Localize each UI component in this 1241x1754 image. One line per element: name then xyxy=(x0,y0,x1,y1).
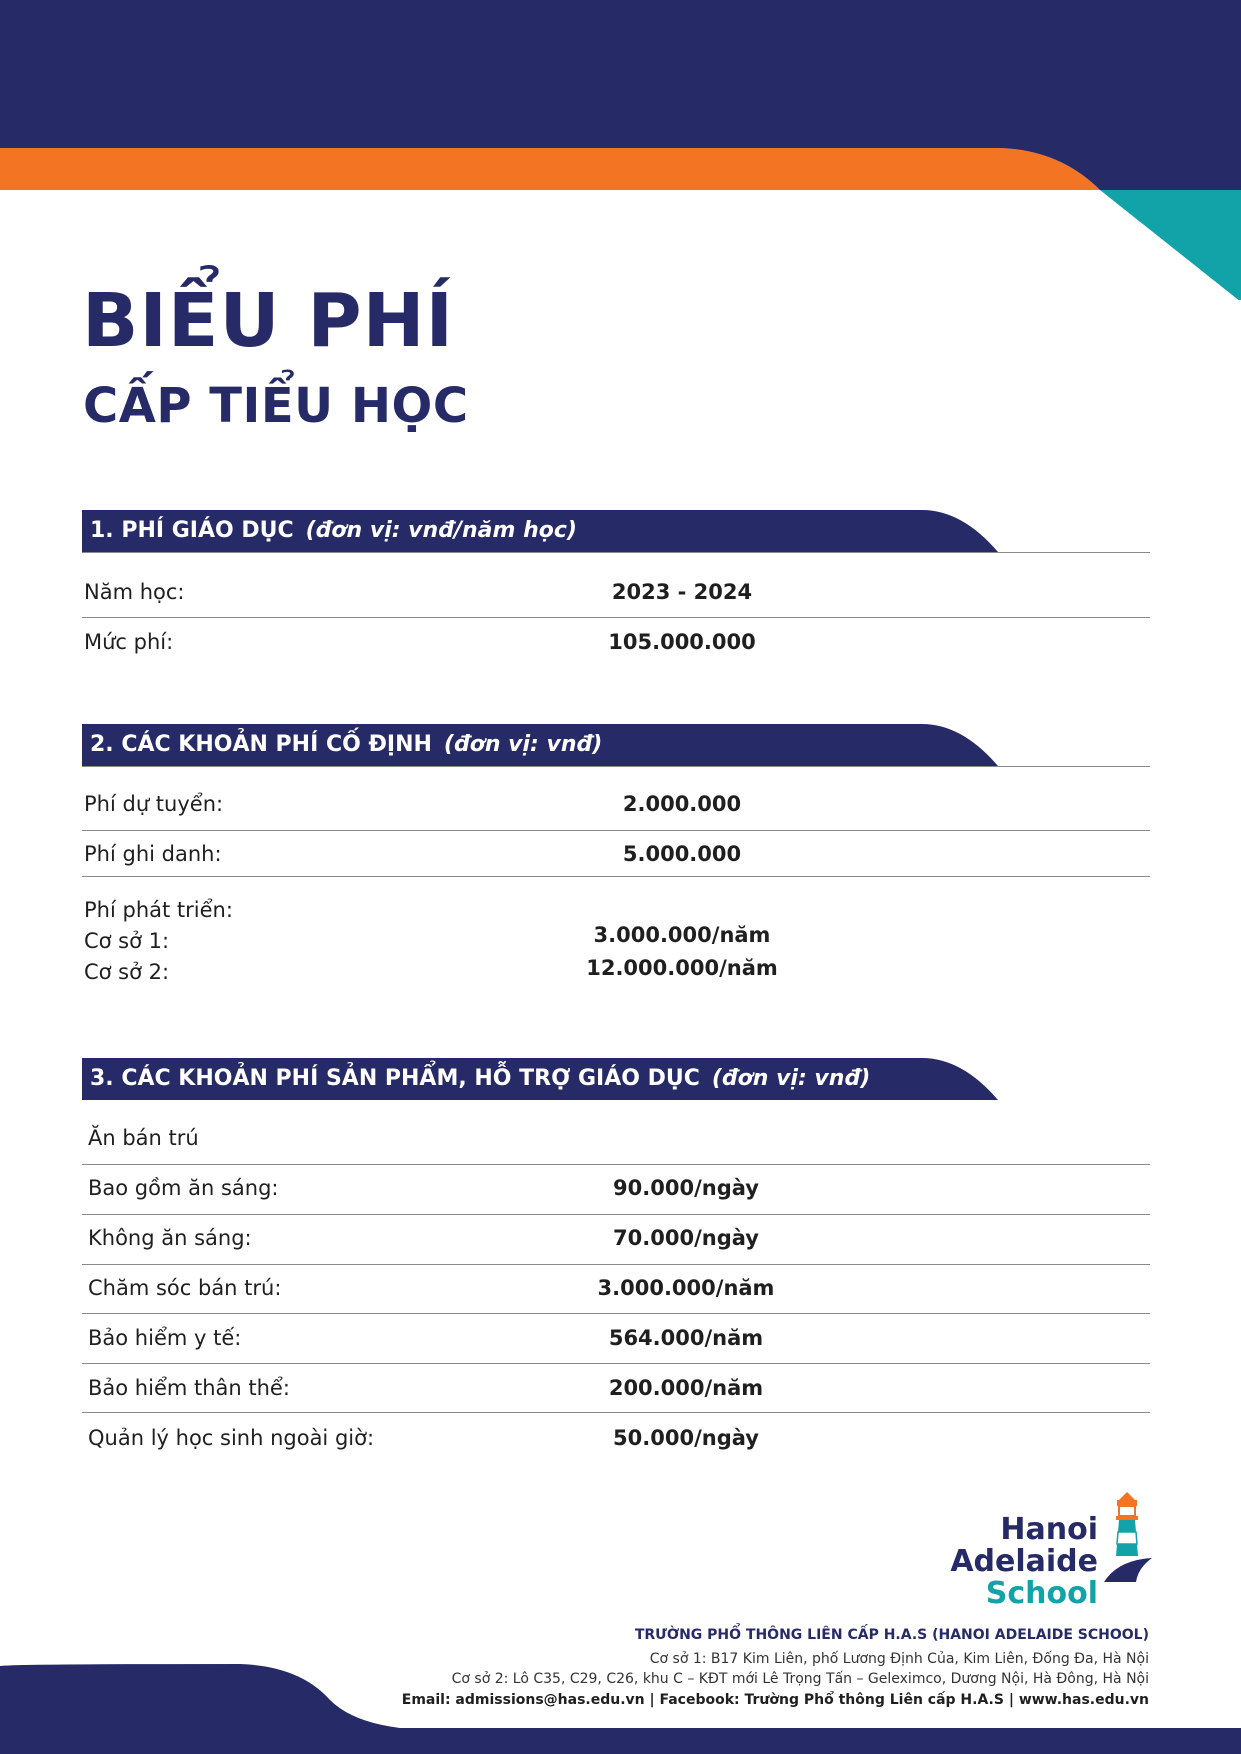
section2-heading: 2. CÁC KHOẢN PHÍ CỐ ĐỊNH xyxy=(90,732,432,757)
header-decoration xyxy=(0,0,1241,300)
table-row xyxy=(86,1113,1154,1163)
section3-unit: (đơn vị: vnđ) xyxy=(711,1066,871,1091)
table-row xyxy=(82,779,1150,829)
campus2-value: 12.000.000/năm xyxy=(586,956,778,980)
campus1-value: 3.000.000/năm xyxy=(593,923,771,947)
lighthouse-icon xyxy=(1100,1490,1155,1586)
table-row xyxy=(86,1413,1154,1463)
group-label: Ăn bán trú xyxy=(88,1126,199,1150)
row-label: Năm học: xyxy=(84,580,185,604)
row-value: 200.000/năm xyxy=(608,1376,764,1400)
row-label: Phí ghi danh: xyxy=(84,842,222,866)
divider xyxy=(82,766,1150,767)
header-orange-stripe xyxy=(0,148,1100,190)
section3-title xyxy=(90,1058,870,1100)
footer-contact: Email: admissions@has.edu.vn | Facebook: Trường Phổ thông Liên cấp H.A.S | www.has.edu.vn xyxy=(401,1692,1149,1708)
divider xyxy=(82,876,1150,877)
row-label: Phí dự tuyển: xyxy=(84,792,224,816)
row-label: Quản lý học sinh ngoài giờ: xyxy=(88,1426,375,1450)
row-value: 2023 - 2024 xyxy=(611,580,753,604)
table-row xyxy=(86,1213,1154,1263)
row-value: 2.000.000 xyxy=(622,792,742,816)
page-title: BIỂU PHÍ xyxy=(82,278,455,364)
section1-banner xyxy=(82,510,998,552)
row-label: Mức phí: xyxy=(84,630,174,654)
footer-decoration xyxy=(0,1650,1241,1754)
page-subtitle: CẤP TIỂU HỌC xyxy=(83,378,469,434)
row-value: 50.000/ngày xyxy=(613,1426,759,1450)
table-row xyxy=(82,617,1150,667)
section1-title xyxy=(90,510,577,552)
row-label: Bao gồm ăn sáng: xyxy=(88,1176,279,1200)
row-value: 3.000.000/năm xyxy=(597,1276,775,1300)
row-value: 90.000/ngày xyxy=(613,1176,759,1200)
section3-heading: 3. CÁC KHOẢN PHÍ SẢN PHẨM, HỖ TRỢ GIÁO DỤC xyxy=(90,1066,700,1091)
table-row xyxy=(82,829,1150,879)
section3-banner xyxy=(82,1058,998,1100)
footer-school-name: TRƯỜNG PHỔ THÔNG LIÊN CẤP H.A.S (HANOI ADELAIDE SCHOOL) xyxy=(634,1627,1149,1643)
section2-title xyxy=(90,724,602,766)
header-navy-band xyxy=(0,0,1241,148)
row-value: 5.000.000 xyxy=(622,842,742,866)
section1-heading: 1. PHÍ GIÁO DỤC xyxy=(90,518,294,543)
section2-unit: (đơn vị: vnđ) xyxy=(443,732,603,757)
development-fee-label: Phí phát triển: xyxy=(84,898,233,922)
table-row xyxy=(86,1313,1154,1363)
logo-line2: Adelaide xyxy=(950,1544,1098,1579)
row-value: 70.000/ngày xyxy=(613,1226,759,1250)
logo-line1: Hanoi xyxy=(1000,1512,1098,1547)
campus1-label: Cơ sở 1: xyxy=(84,929,170,953)
campus2-label: Cơ sở 2: xyxy=(84,960,170,984)
table-row xyxy=(82,567,1150,617)
header-teal-triangle xyxy=(1100,190,1241,300)
table-row xyxy=(86,1363,1154,1413)
school-logo xyxy=(950,1490,1160,1615)
row-value: 105.000.000 xyxy=(608,630,756,654)
footer-campus1-address: Cơ sở 1: B17 Kim Liên, phố Lương Định Của, Kim Liên, Đống Đa, Hà Nội xyxy=(649,1651,1149,1667)
table-row xyxy=(86,1163,1154,1213)
row-value: 564.000/năm xyxy=(608,1326,764,1350)
row-label: Bảo hiểm thân thể: xyxy=(88,1376,290,1400)
logo-line3: School xyxy=(985,1576,1098,1611)
footer-campus2-address: Cơ sở 2: Lô C35, C29, C26, khu C – KĐT mới Lê Trọng Tấn – Geleximco, Dương Nội, Hà Đông, Hà Nội xyxy=(451,1671,1149,1687)
section1-unit: (đơn vị: vnđ/năm học) xyxy=(305,518,577,543)
row-label: Chăm sóc bán trú: xyxy=(88,1276,282,1300)
divider xyxy=(82,552,1150,553)
table-row xyxy=(86,1263,1154,1313)
section2-banner xyxy=(82,724,998,766)
row-label: Không ăn sáng: xyxy=(88,1226,252,1250)
row-label: Bảo hiểm y tế: xyxy=(88,1326,242,1350)
